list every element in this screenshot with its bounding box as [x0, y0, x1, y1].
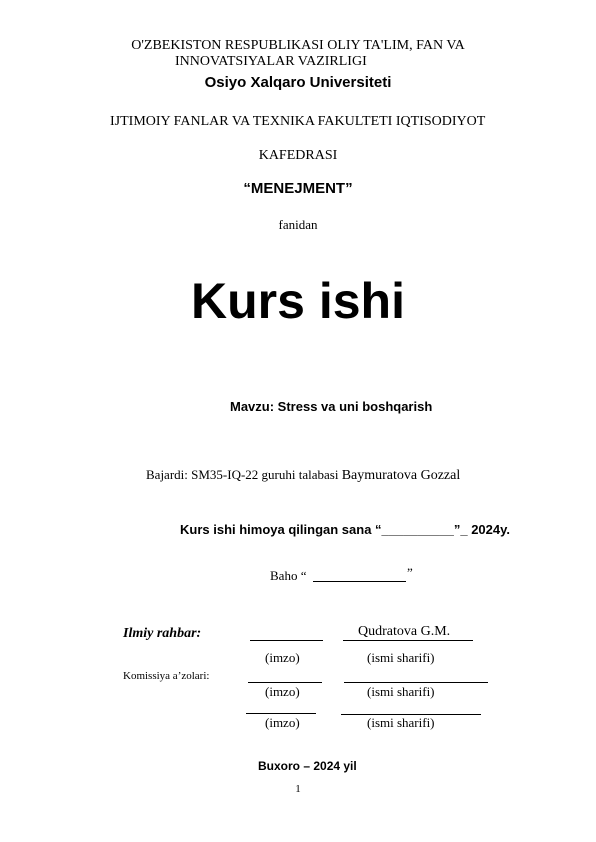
supervisor-name: Qudratova G.M.: [358, 624, 451, 639]
department-line: KAFEDRASI: [258, 148, 338, 163]
defense-suffix: ”_ 2024y.: [453, 522, 510, 537]
commission-name-line-1: [344, 682, 488, 683]
subject-title: “MENEJMENT”: [243, 180, 353, 197]
topic-line: Mavzu: Stress va uni boshqarish: [230, 399, 433, 414]
commission-signature-line-1: [248, 682, 322, 683]
subject-suffix: fanidan: [278, 217, 318, 232]
grade-blank-line: [313, 581, 406, 582]
name-caption-2: (ismi sharifi): [367, 684, 435, 699]
university-name: Osiyo Xalqaro Universiteti: [204, 74, 392, 91]
author-line: [146, 467, 460, 484]
author-prefix: Bajardi: SM35-IQ-22 guruhi talabasi: [146, 467, 339, 482]
grade-close: ”: [407, 565, 413, 580]
ministry-line-1: O'ZBEKISTON RESPUBLIKASI OLIY TA'LIM, FAN VA: [131, 38, 465, 53]
city-year: Buxoro – 2024 yil: [258, 759, 357, 773]
faculty-line: IJTIMOIY FANLAR VA TEXNIKA FAKULTETI IQTISODIYOT: [110, 114, 486, 129]
supervisor-label: Ilmiy rahbar:: [123, 626, 202, 641]
commission-label: Komissiya a’zolari:: [123, 670, 210, 682]
supervisor-signature-line: [250, 640, 323, 641]
defense-prefix: Kurs ishi himoya qilingan sana “: [180, 522, 382, 537]
author-name: Baymuratova Gozzal: [341, 468, 461, 483]
supervisor-name-line: [343, 640, 473, 641]
commission-signature-line-2: [246, 713, 316, 714]
grade-label: Baho “: [270, 568, 307, 583]
signature-caption-2: (imzo): [265, 684, 300, 699]
signature-caption-3: (imzo): [265, 715, 300, 730]
defense-date-blank: __________: [381, 522, 454, 537]
document-title: Kurs ishi: [191, 273, 405, 329]
signature-caption-1: (imzo): [265, 650, 300, 665]
ministry-line-2: INNOVATSIYALAR VAZIRLIGI: [175, 54, 367, 69]
name-caption-1: (ismi sharifi): [367, 650, 435, 665]
defense-date-line: [180, 522, 510, 537]
page-number: 1: [295, 783, 301, 795]
name-caption-3: (ismi sharifi): [367, 715, 435, 730]
